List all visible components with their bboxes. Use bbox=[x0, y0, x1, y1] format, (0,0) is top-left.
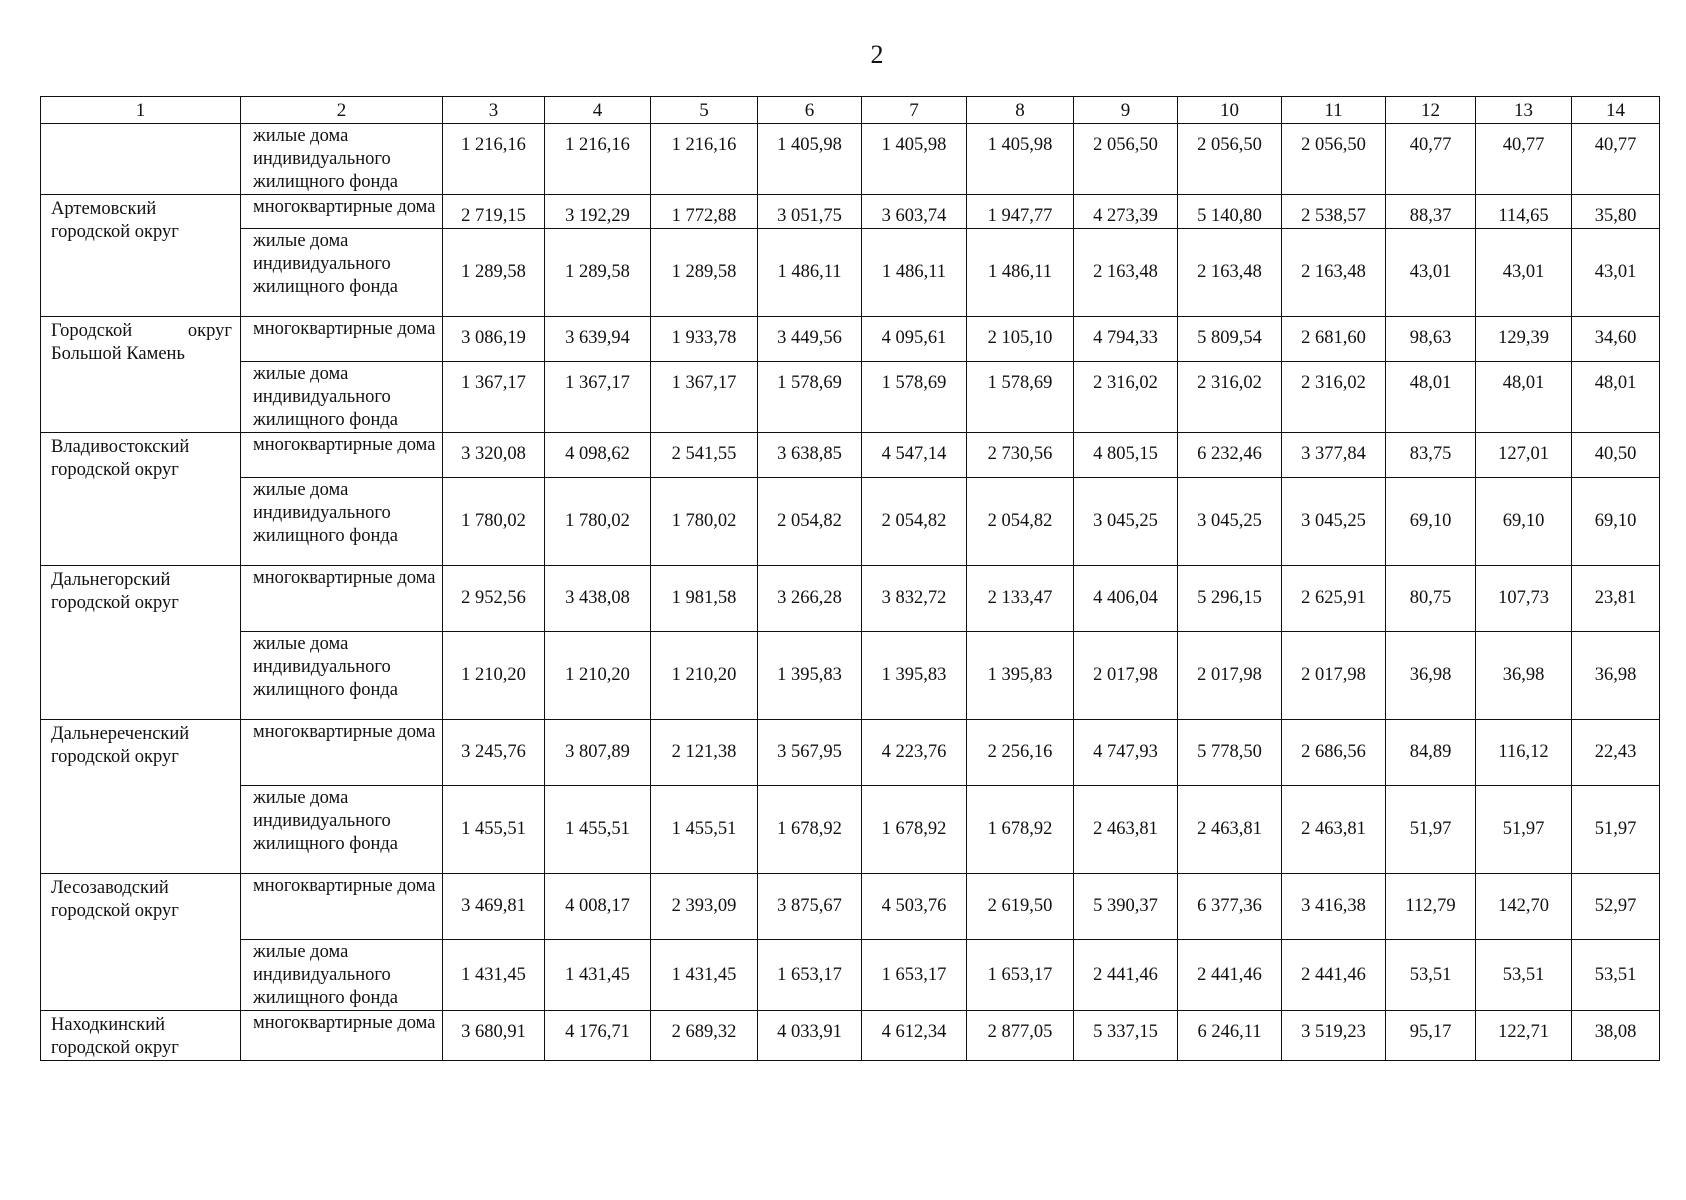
value-cell-col-9: 4 805,15 bbox=[1074, 433, 1178, 478]
value-cell-col-7: 3 832,72 bbox=[862, 566, 967, 632]
value-cell-col-4: 1 780,02 bbox=[545, 478, 651, 566]
value-cell-col-11: 2 441,46 bbox=[1282, 940, 1386, 1011]
value-cell-col-11: 3 377,84 bbox=[1282, 433, 1386, 478]
table-row bbox=[41, 874, 1660, 940]
value-cell-col-11: 2 681,60 bbox=[1282, 317, 1386, 362]
value-cell-col-9: 2 056,50 bbox=[1074, 124, 1178, 195]
value-cell-col-5: 1 455,51 bbox=[651, 786, 758, 874]
value-cell-col-6: 3 875,67 bbox=[758, 874, 862, 940]
value-cell-col-11: 2 625,91 bbox=[1282, 566, 1386, 632]
region-name: Лесозаводский городской округ bbox=[51, 878, 179, 921]
value-cell-col-3: 3 086,19 bbox=[443, 317, 545, 362]
housing-type-cell: жилые дома индивидуального жилищного фонда bbox=[241, 786, 443, 874]
value-cell-col-6: 3 638,85 bbox=[758, 433, 862, 478]
housing-type-cell: жилые дома индивидуального жилищного фонда bbox=[241, 478, 443, 566]
table-row bbox=[41, 433, 1660, 478]
value-cell-col-3: 1 431,45 bbox=[443, 940, 545, 1011]
region-name: Городской округ Большой Камень bbox=[51, 321, 232, 364]
value-cell-col-4: 1 216,16 bbox=[545, 124, 651, 195]
value-cell-col-6: 1 653,17 bbox=[758, 940, 862, 1011]
value-cell-col-7: 1 486,11 bbox=[862, 229, 967, 317]
region-cell bbox=[41, 124, 241, 195]
value-cell-col-14: 38,08 bbox=[1572, 1011, 1660, 1061]
value-cell-col-6: 1 678,92 bbox=[758, 786, 862, 874]
value-cell-col-6: 1 486,11 bbox=[758, 229, 862, 317]
page-number: 2 bbox=[870, 40, 884, 69]
value-cell-col-4: 3 639,94 bbox=[545, 317, 651, 362]
value-cell-col-3: 3 245,76 bbox=[443, 720, 545, 786]
value-cell-col-14: 36,98 bbox=[1572, 632, 1660, 720]
value-cell-col-9: 2 441,46 bbox=[1074, 940, 1178, 1011]
value-cell-col-9: 2 017,98 bbox=[1074, 632, 1178, 720]
value-cell-col-8: 2 730,56 bbox=[967, 433, 1074, 478]
region-name: Дальнереченский городской округ bbox=[51, 724, 190, 767]
value-cell-col-10: 2 017,98 bbox=[1178, 632, 1282, 720]
region-cell bbox=[41, 195, 241, 317]
table-row bbox=[41, 362, 1660, 433]
value-cell-col-3: 1 289,58 bbox=[443, 229, 545, 317]
region-name: Находкинский городской округ bbox=[51, 1015, 179, 1058]
value-cell-col-13: 40,77 bbox=[1476, 124, 1572, 195]
value-cell-col-7: 4 223,76 bbox=[862, 720, 967, 786]
value-cell-col-4: 4 008,17 bbox=[545, 874, 651, 940]
value-cell-col-4: 3 192,29 bbox=[545, 195, 651, 229]
value-cell-col-10: 2 463,81 bbox=[1178, 786, 1282, 874]
region-cell bbox=[41, 1011, 241, 1061]
value-cell-col-8: 1 486,11 bbox=[967, 229, 1074, 317]
column-header-2: 2 bbox=[241, 97, 443, 124]
housing-type-cell: многоквартирные дома bbox=[241, 195, 443, 229]
region-cell bbox=[41, 874, 241, 1011]
value-cell-col-14: 40,50 bbox=[1572, 433, 1660, 478]
value-cell-col-5: 1 216,16 bbox=[651, 124, 758, 195]
column-header-14: 14 bbox=[1572, 97, 1660, 124]
value-cell-col-12: 51,97 bbox=[1386, 786, 1476, 874]
column-header-8: 8 bbox=[967, 97, 1074, 124]
housing-type-cell: многоквартирные дома bbox=[241, 317, 443, 362]
housing-type-cell: жилые дома индивидуального жилищного фонда bbox=[241, 229, 443, 317]
region-name: Владивостокский городской округ bbox=[51, 437, 190, 480]
value-cell-col-14: 52,97 bbox=[1572, 874, 1660, 940]
column-header-10: 10 bbox=[1178, 97, 1282, 124]
region-cell bbox=[41, 566, 241, 720]
value-cell-col-4: 1 431,45 bbox=[545, 940, 651, 1011]
value-cell-col-12: 69,10 bbox=[1386, 478, 1476, 566]
value-cell-col-13: 43,01 bbox=[1476, 229, 1572, 317]
housing-type-cell: жилые дома индивидуального жилищного фонда bbox=[241, 940, 443, 1011]
housing-type-cell: многоквартирные дома bbox=[241, 1011, 443, 1061]
column-header-6: 6 bbox=[758, 97, 862, 124]
value-cell-col-3: 1 780,02 bbox=[443, 478, 545, 566]
value-cell-col-11: 2 017,98 bbox=[1282, 632, 1386, 720]
value-cell-col-10: 5 140,80 bbox=[1178, 195, 1282, 229]
housing-type-cell: жилые дома индивидуального жилищного фонда bbox=[241, 124, 443, 195]
value-cell-col-8: 1 405,98 bbox=[967, 124, 1074, 195]
value-cell-col-13: 142,70 bbox=[1476, 874, 1572, 940]
region-name: Дальнегорский городской округ bbox=[51, 570, 179, 613]
value-cell-col-10: 6 377,36 bbox=[1178, 874, 1282, 940]
table-row bbox=[41, 566, 1660, 632]
value-cell-col-13: 51,97 bbox=[1476, 786, 1572, 874]
value-cell-col-10: 5 809,54 bbox=[1178, 317, 1282, 362]
housing-type-cell: жилые дома индивидуального жилищного фонда bbox=[241, 632, 443, 720]
value-cell-col-6: 1 395,83 bbox=[758, 632, 862, 720]
value-cell-col-13: 36,98 bbox=[1476, 632, 1572, 720]
value-cell-col-9: 2 316,02 bbox=[1074, 362, 1178, 433]
region-cell bbox=[41, 720, 241, 874]
value-cell-col-4: 3 438,08 bbox=[545, 566, 651, 632]
value-cell-col-8: 2 256,16 bbox=[967, 720, 1074, 786]
table-row bbox=[41, 229, 1660, 317]
value-cell-col-6: 3 449,56 bbox=[758, 317, 862, 362]
value-cell-col-12: 53,51 bbox=[1386, 940, 1476, 1011]
value-cell-col-9: 4 794,33 bbox=[1074, 317, 1178, 362]
value-cell-col-12: 88,37 bbox=[1386, 195, 1476, 229]
value-cell-col-3: 3 320,08 bbox=[443, 433, 545, 478]
value-cell-col-9: 2 463,81 bbox=[1074, 786, 1178, 874]
value-cell-col-13: 114,65 bbox=[1476, 195, 1572, 229]
value-cell-col-9: 5 390,37 bbox=[1074, 874, 1178, 940]
value-cell-col-8: 1 653,17 bbox=[967, 940, 1074, 1011]
value-cell-col-6: 4 033,91 bbox=[758, 1011, 862, 1061]
value-cell-col-5: 1 780,02 bbox=[651, 478, 758, 566]
value-cell-col-11: 3 045,25 bbox=[1282, 478, 1386, 566]
value-cell-col-8: 2 133,47 bbox=[967, 566, 1074, 632]
value-cell-col-14: 69,10 bbox=[1572, 478, 1660, 566]
value-cell-col-8: 2 054,82 bbox=[967, 478, 1074, 566]
value-cell-col-10: 5 296,15 bbox=[1178, 566, 1282, 632]
column-header-13: 13 bbox=[1476, 97, 1572, 124]
value-cell-col-4: 4 176,71 bbox=[545, 1011, 651, 1061]
value-cell-col-5: 1 933,78 bbox=[651, 317, 758, 362]
value-cell-col-3: 1 367,17 bbox=[443, 362, 545, 433]
housing-type-cell: многоквартирные дома bbox=[241, 566, 443, 632]
value-cell-col-7: 4 095,61 bbox=[862, 317, 967, 362]
value-cell-col-3: 2 952,56 bbox=[443, 566, 545, 632]
table-row bbox=[41, 940, 1660, 1011]
value-cell-col-12: 83,75 bbox=[1386, 433, 1476, 478]
value-cell-col-3: 1 455,51 bbox=[443, 786, 545, 874]
column-header-7: 7 bbox=[862, 97, 967, 124]
value-cell-col-7: 1 405,98 bbox=[862, 124, 967, 195]
value-cell-col-7: 4 612,34 bbox=[862, 1011, 967, 1061]
value-cell-col-12: 95,17 bbox=[1386, 1011, 1476, 1061]
value-cell-col-11: 2 056,50 bbox=[1282, 124, 1386, 195]
value-cell-col-14: 53,51 bbox=[1572, 940, 1660, 1011]
value-cell-col-3: 3 680,91 bbox=[443, 1011, 545, 1061]
table-row bbox=[41, 195, 1660, 229]
value-cell-col-4: 1 455,51 bbox=[545, 786, 651, 874]
value-cell-col-6: 3 567,95 bbox=[758, 720, 862, 786]
housing-type-cell: многоквартирные дома bbox=[241, 433, 443, 478]
value-cell-col-8: 2 105,10 bbox=[967, 317, 1074, 362]
value-cell-col-11: 2 163,48 bbox=[1282, 229, 1386, 317]
value-cell-col-12: 36,98 bbox=[1386, 632, 1476, 720]
value-cell-col-13: 129,39 bbox=[1476, 317, 1572, 362]
value-cell-col-3: 2 719,15 bbox=[443, 195, 545, 229]
value-cell-col-10: 6 232,46 bbox=[1178, 433, 1282, 478]
column-header-5: 5 bbox=[651, 97, 758, 124]
value-cell-col-13: 107,73 bbox=[1476, 566, 1572, 632]
value-cell-col-9: 5 337,15 bbox=[1074, 1011, 1178, 1061]
value-cell-col-4: 3 807,89 bbox=[545, 720, 651, 786]
value-cell-col-4: 4 098,62 bbox=[545, 433, 651, 478]
value-cell-col-7: 1 395,83 bbox=[862, 632, 967, 720]
value-cell-col-4: 1 210,20 bbox=[545, 632, 651, 720]
value-cell-col-5: 1 210,20 bbox=[651, 632, 758, 720]
value-cell-col-10: 2 056,50 bbox=[1178, 124, 1282, 195]
value-cell-col-8: 1 578,69 bbox=[967, 362, 1074, 433]
value-cell-col-10: 5 778,50 bbox=[1178, 720, 1282, 786]
value-cell-col-12: 80,75 bbox=[1386, 566, 1476, 632]
table-row bbox=[41, 478, 1660, 566]
value-cell-col-4: 1 367,17 bbox=[545, 362, 651, 433]
value-cell-col-14: 51,97 bbox=[1572, 786, 1660, 874]
value-cell-col-5: 2 393,09 bbox=[651, 874, 758, 940]
value-cell-col-12: 43,01 bbox=[1386, 229, 1476, 317]
value-cell-col-5: 1 981,58 bbox=[651, 566, 758, 632]
value-cell-col-14: 23,81 bbox=[1572, 566, 1660, 632]
value-cell-col-14: 22,43 bbox=[1572, 720, 1660, 786]
table-row bbox=[41, 124, 1660, 195]
value-cell-col-8: 2 619,50 bbox=[967, 874, 1074, 940]
value-cell-col-14: 43,01 bbox=[1572, 229, 1660, 317]
value-cell-col-5: 2 121,38 bbox=[651, 720, 758, 786]
value-cell-col-5: 2 541,55 bbox=[651, 433, 758, 478]
region-cell bbox=[41, 317, 241, 433]
housing-type-cell: многоквартирные дома bbox=[241, 720, 443, 786]
table-row bbox=[41, 317, 1660, 362]
region-name: Артемовский городской округ bbox=[51, 199, 179, 242]
value-cell-col-10: 3 045,25 bbox=[1178, 478, 1282, 566]
value-cell-col-7: 1 653,17 bbox=[862, 940, 967, 1011]
value-cell-col-14: 35,80 bbox=[1572, 195, 1660, 229]
value-cell-col-4: 1 289,58 bbox=[545, 229, 651, 317]
value-cell-col-12: 112,79 bbox=[1386, 874, 1476, 940]
table-row bbox=[41, 786, 1660, 874]
value-cell-col-9: 4 747,93 bbox=[1074, 720, 1178, 786]
value-cell-col-5: 1 367,17 bbox=[651, 362, 758, 433]
value-cell-col-13: 48,01 bbox=[1476, 362, 1572, 433]
header-row bbox=[41, 97, 1660, 124]
value-cell-col-7: 4 547,14 bbox=[862, 433, 967, 478]
value-cell-col-5: 1 772,88 bbox=[651, 195, 758, 229]
value-cell-col-7: 4 503,76 bbox=[862, 874, 967, 940]
value-cell-col-5: 1 289,58 bbox=[651, 229, 758, 317]
housing-type-cell: жилые дома индивидуального жилищного фонда bbox=[241, 362, 443, 433]
value-cell-col-9: 4 273,39 bbox=[1074, 195, 1178, 229]
value-cell-col-8: 2 877,05 bbox=[967, 1011, 1074, 1061]
table-row bbox=[41, 632, 1660, 720]
value-cell-col-10: 2 163,48 bbox=[1178, 229, 1282, 317]
value-cell-col-14: 34,60 bbox=[1572, 317, 1660, 362]
value-cell-col-11: 2 538,57 bbox=[1282, 195, 1386, 229]
value-cell-col-12: 98,63 bbox=[1386, 317, 1476, 362]
value-cell-col-13: 69,10 bbox=[1476, 478, 1572, 566]
tariff-table bbox=[40, 96, 1660, 1061]
value-cell-col-7: 2 054,82 bbox=[862, 478, 967, 566]
value-cell-col-11: 2 316,02 bbox=[1282, 362, 1386, 433]
value-cell-col-13: 127,01 bbox=[1476, 433, 1572, 478]
value-cell-col-7: 3 603,74 bbox=[862, 195, 967, 229]
column-header-1: 1 bbox=[41, 97, 241, 124]
value-cell-col-6: 3 266,28 bbox=[758, 566, 862, 632]
value-cell-col-5: 1 431,45 bbox=[651, 940, 758, 1011]
value-cell-col-10: 6 246,11 bbox=[1178, 1011, 1282, 1061]
value-cell-col-11: 2 686,56 bbox=[1282, 720, 1386, 786]
value-cell-col-9: 4 406,04 bbox=[1074, 566, 1178, 632]
value-cell-col-3: 1 210,20 bbox=[443, 632, 545, 720]
value-cell-col-6: 1 405,98 bbox=[758, 124, 862, 195]
column-header-12: 12 bbox=[1386, 97, 1476, 124]
value-cell-col-11: 3 416,38 bbox=[1282, 874, 1386, 940]
column-header-11: 11 bbox=[1282, 97, 1386, 124]
value-cell-col-5: 2 689,32 bbox=[651, 1011, 758, 1061]
region-cell bbox=[41, 433, 241, 566]
value-cell-col-7: 1 678,92 bbox=[862, 786, 967, 874]
value-cell-col-6: 2 054,82 bbox=[758, 478, 862, 566]
value-cell-col-13: 53,51 bbox=[1476, 940, 1572, 1011]
column-header-4: 4 bbox=[545, 97, 651, 124]
value-cell-col-7: 1 578,69 bbox=[862, 362, 967, 433]
housing-type-cell: многоквартирные дома bbox=[241, 874, 443, 940]
table-row bbox=[41, 1011, 1660, 1061]
value-cell-col-8: 1 678,92 bbox=[967, 786, 1074, 874]
value-cell-col-8: 1 947,77 bbox=[967, 195, 1074, 229]
value-cell-col-10: 2 316,02 bbox=[1178, 362, 1282, 433]
value-cell-col-11: 2 463,81 bbox=[1282, 786, 1386, 874]
value-cell-col-6: 3 051,75 bbox=[758, 195, 862, 229]
value-cell-col-14: 40,77 bbox=[1572, 124, 1660, 195]
value-cell-col-3: 3 469,81 bbox=[443, 874, 545, 940]
value-cell-col-6: 1 578,69 bbox=[758, 362, 862, 433]
value-cell-col-14: 48,01 bbox=[1572, 362, 1660, 433]
column-header-3: 3 bbox=[443, 97, 545, 124]
value-cell-col-12: 40,77 bbox=[1386, 124, 1476, 195]
value-cell-col-12: 84,89 bbox=[1386, 720, 1476, 786]
value-cell-col-13: 116,12 bbox=[1476, 720, 1572, 786]
value-cell-col-13: 122,71 bbox=[1476, 1011, 1572, 1061]
value-cell-col-10: 2 441,46 bbox=[1178, 940, 1282, 1011]
value-cell-col-9: 3 045,25 bbox=[1074, 478, 1178, 566]
value-cell-col-3: 1 216,16 bbox=[443, 124, 545, 195]
value-cell-col-11: 3 519,23 bbox=[1282, 1011, 1386, 1061]
value-cell-col-12: 48,01 bbox=[1386, 362, 1476, 433]
value-cell-col-9: 2 163,48 bbox=[1074, 229, 1178, 317]
column-header-9: 9 bbox=[1074, 97, 1178, 124]
value-cell-col-8: 1 395,83 bbox=[967, 632, 1074, 720]
table-row bbox=[41, 720, 1660, 786]
